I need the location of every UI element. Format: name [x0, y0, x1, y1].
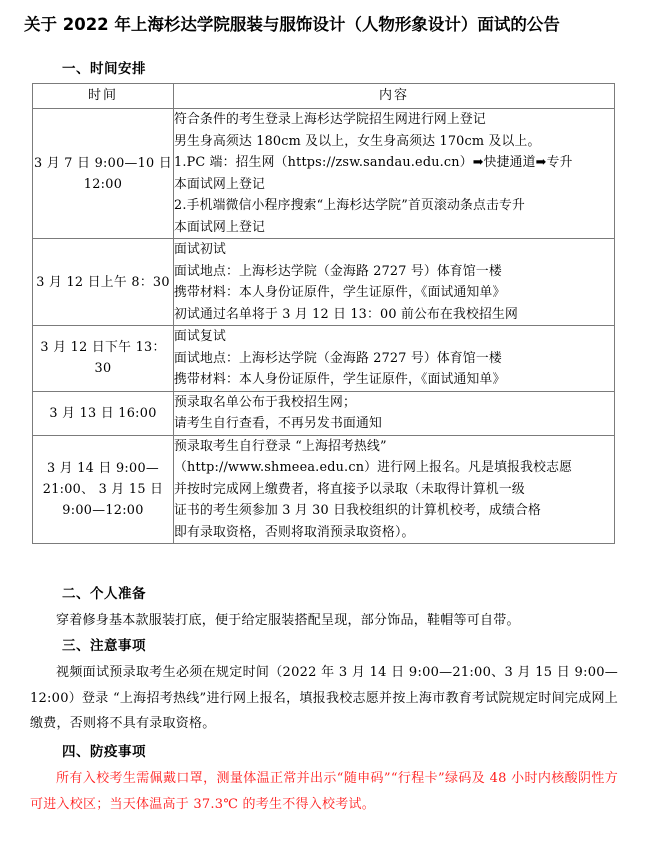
content-line: 面试复试 — [174, 329, 226, 344]
content-line: 1.PC 端：招生网（https://zsw.sandau.edu.cn）➡快捷通道➡专升 — [174, 155, 573, 170]
section-4-paragraph: 所有入校考生需佩戴口罩，测量体温正常并出示“随申码”“行程卡”绿码及 48 小时内核酸阴性方可进入校区；当天体温高于 37.3℃ 的考生不得入校考试。 — [30, 771, 618, 812]
page-title: 关于 2022 年上海杉达学院服装与服饰设计（人物形象设计）面试的公告 — [24, 15, 560, 34]
time-line: 3 月 7 日 9:00—10 日 — [34, 155, 172, 171]
schedule-table — [32, 83, 615, 544]
table-header-content: 内容 — [174, 84, 615, 109]
content-line: 请考生自行查看，不再另发书面通知 — [174, 416, 382, 431]
cell-content — [174, 239, 615, 326]
content-line: 预录取考生自行登录 “上海招考热线” — [174, 438, 387, 454]
content-line: 携带材料：本人身份证原件，学生证原件，《面试通知单》 — [174, 372, 506, 387]
content-line: 本面试网上登记 — [174, 176, 265, 192]
content-line: 面试初试 — [174, 242, 226, 257]
content-line: 2.手机端微信小程序搜索“上海杉达学院”首页滚动条点击专升 — [174, 198, 526, 213]
cell-time — [33, 391, 174, 435]
cell-content — [174, 391, 615, 435]
section-heading-4: 四、防疫事项 — [62, 744, 146, 760]
content-line: 即有录取资格，否则将取消预录取资格）。 — [174, 524, 415, 540]
table-row — [33, 435, 615, 544]
table-row — [33, 326, 615, 392]
content-line: 本面试网上登记 — [174, 219, 265, 235]
time-line: 12:00 — [83, 176, 123, 192]
table-header-row — [33, 84, 615, 109]
cell-content — [174, 435, 615, 544]
content-line: 男生身高须达 180cm 及以上，女生身高须达 170cm 及以上。 — [174, 133, 541, 149]
section-heading-1: 一、时间安排 — [62, 61, 146, 77]
table-row — [33, 239, 615, 326]
cell-time — [33, 326, 174, 392]
cell-content — [174, 326, 615, 392]
content-line: 预录取名单公布于我校招生网； — [174, 394, 356, 410]
table-header-time: 时间 — [33, 84, 174, 109]
cell-content — [174, 109, 615, 239]
time-line: 3 月 12 日下午 13：30 — [40, 340, 166, 377]
content-line: 初试通过名单将于 3 月 12 日 13：00 前公布在我校招生网 — [174, 306, 518, 322]
section-2-paragraph: 穿着修身基本款服装打底，便于给定服装搭配呈现，部分饰品，鞋帽等可自带。 — [56, 613, 520, 628]
content-line: 携带材料：本人身份证原件，学生证原件，《面试通知单》 — [174, 285, 506, 300]
cell-time — [33, 109, 174, 239]
time-line: 3 月 13 日 16:00 — [49, 405, 157, 421]
content-line: 面试地点：上海杉达学院（金海路 2727 号）体育馆一楼 — [174, 263, 502, 279]
content-line: 面试地点：上海杉达学院（金海路 2727 号）体育馆一楼 — [174, 350, 502, 366]
time-line: 9:00—21:00、 — [42, 460, 160, 497]
table-row — [33, 391, 615, 435]
section-heading-3: 三、注意事项 — [62, 638, 146, 654]
cell-time — [33, 435, 174, 544]
time-line: 3 月 15 日 9:00—12:00 — [62, 481, 164, 518]
content-line: 符合条件的考生登录上海杉达学院招生网进行网上登记 — [174, 112, 486, 127]
section-3-paragraph: 视频面试预录取考生必须在规定时间（2022 年 3 月 14 日 9:00—21:00、3 月 15 日 9:00—12:00）登录 “上海招考热线”进行网上报名，填报我校志愿并按上海市教育考试院规定时间完成网上缴费，否则将不具有录取资格。 — [30, 665, 618, 731]
content-line: 证书的考生须参加 3 月 30 日我校组织的计算机校考，成绩合格 — [174, 503, 542, 518]
table-row — [33, 109, 615, 239]
time-line: 3 月 14 日 — [46, 460, 112, 476]
content-line: 并按时完成网上缴费者，将直接予以录取（未取得计算机一级 — [174, 481, 525, 497]
section-heading-2: 二、个人准备 — [62, 586, 146, 602]
cell-time — [33, 239, 174, 326]
time-line: 3 月 12 日上午 8：30 — [36, 274, 170, 290]
content-line: （http://www.shmeea.edu.cn）进行网上报名。凡是填报我校志愿 — [174, 460, 573, 475]
